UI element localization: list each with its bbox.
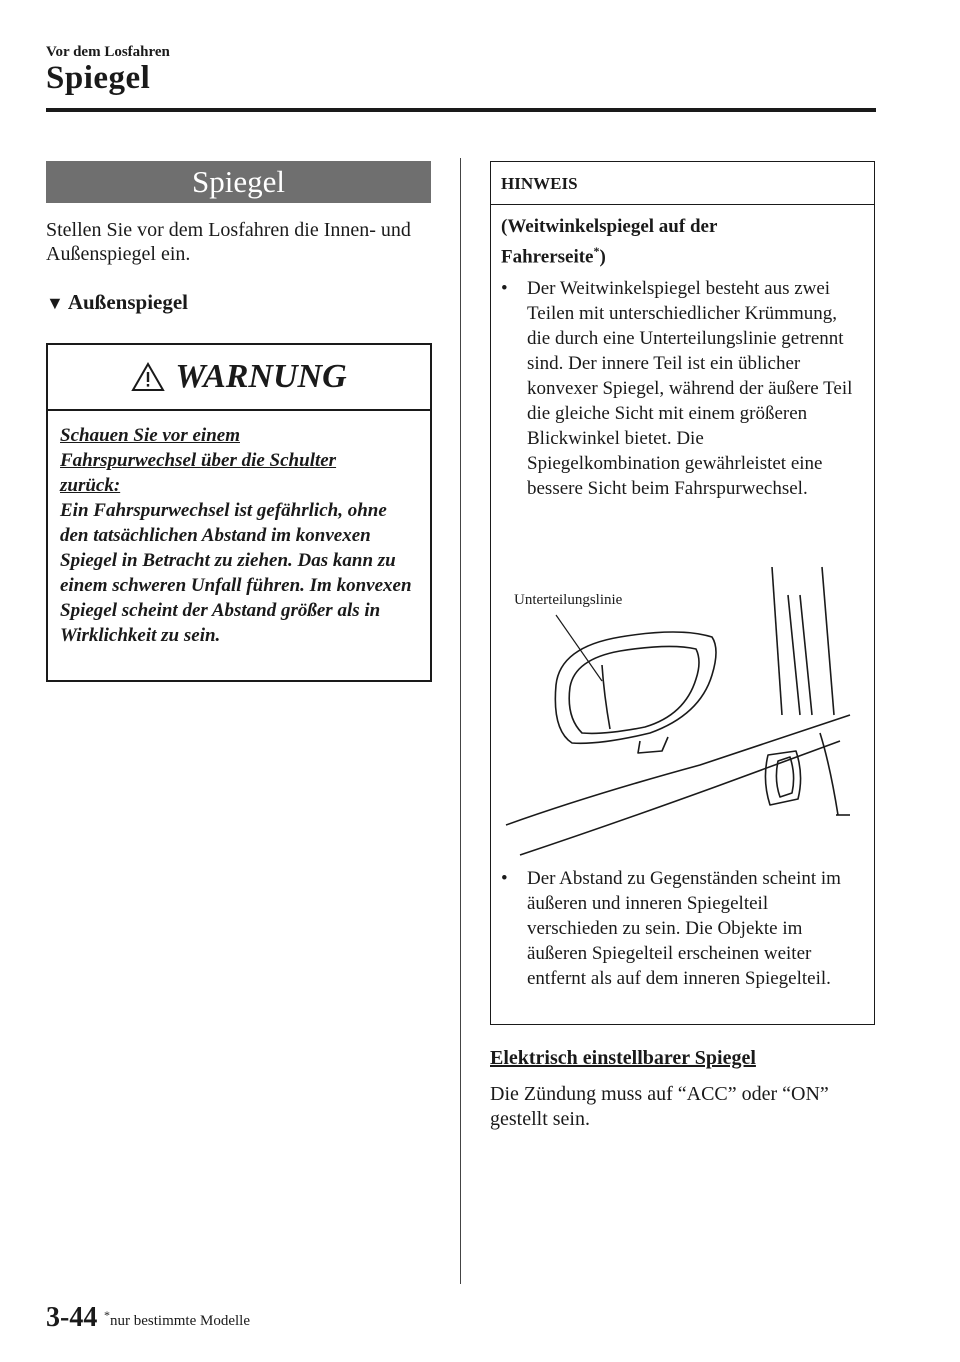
note-bullet-2: [501, 866, 861, 991]
warning-triangle-icon: [131, 362, 165, 392]
intro-paragraph: Stellen Sie vor dem Losfahren die Innen- und Außenspiegel ein.: [46, 219, 411, 265]
warning-header: [48, 345, 430, 411]
warning-lead-line2: Fahrspurwechsel über die Schulter: [60, 450, 337, 471]
mirror-illustration: [500, 565, 860, 860]
note-bullet-2-text: Der Abstand zu Gegenständen scheint im äußeren und inneren Spiegelteil verschieden zu sein. Die Objekte im äußeren Spiegelteil erscheinen weiter entfernt als auf dem inneren Spiegelteil.: [527, 868, 841, 989]
chapter-title: Spiegel: [46, 60, 151, 96]
warning-text: Ein Fahrspurwechsel ist gefährlich, ohne den tatsächlichen Abstand im konvexen Spiegel in Betracht zu ziehen. Das kann zu einem schweren Unfall führen. Im konvexen Spiegel scheint der Abstand größer als in Wirklichkeit zu sein.: [60, 500, 412, 646]
note-title: HINWEIS: [491, 162, 874, 205]
asterisk-icon: *: [593, 244, 600, 258]
subheading-text: Außenspiegel: [67, 290, 189, 314]
column-divider: [460, 158, 461, 1284]
footnote: [104, 1308, 250, 1330]
figure-label: Unterteilungslinie: [514, 592, 623, 608]
note-sub-line2: Fahrerseite: [501, 246, 594, 268]
section-label: Vor dem Losfahren: [46, 44, 170, 60]
asterisk-icon: *: [104, 1308, 110, 1322]
footnote-text: nur bestimmte Modelle: [110, 1313, 250, 1329]
bullet-dot-icon: •: [501, 868, 508, 889]
note-sub-close: ): [599, 246, 606, 268]
section-banner: Spiegel: [46, 161, 431, 203]
warning-box: [46, 343, 432, 682]
warning-body: [48, 411, 430, 648]
triangle-down-icon: ▼: [46, 293, 64, 313]
note-bullet-1: [501, 276, 861, 501]
note-bullet-1-text: Der Weitwinkelspiegel besteht aus zwei Teilen mit unterschiedlicher Krümmung, die durch eine Unterteilungslinie getrennt sind. Der innere Teil ist ein üblicher konvexer Spiegel, während der äußere Teil die gleiche Sicht mit einem größeren Blickwinkel bietet. Die Spiegelkombination gewährleistet eine bessere Sicht beim Fahrspurwechsel.: [527, 278, 853, 499]
page-number: 3-44: [46, 1302, 98, 1333]
warning-title: WARNUNG: [175, 358, 347, 395]
note-sub-line1: (Weitwinkelspiegel auf der: [501, 216, 718, 237]
right-paragraph: Die Zündung muss auf “ACC” oder “ON” gestellt sein.: [490, 1083, 829, 1130]
subheading-aussenspiegel: [46, 290, 188, 315]
header-rule: [46, 108, 876, 112]
warning-lead-line3: zurück:: [60, 475, 121, 496]
note-subheading: [501, 215, 717, 269]
warning-lead-line1: Schauen Sie vor einem: [60, 425, 240, 446]
bullet-dot-icon: •: [501, 278, 508, 299]
subheading-elektrisch: Elektrisch einstellbarer Spiegel: [490, 1047, 756, 1069]
